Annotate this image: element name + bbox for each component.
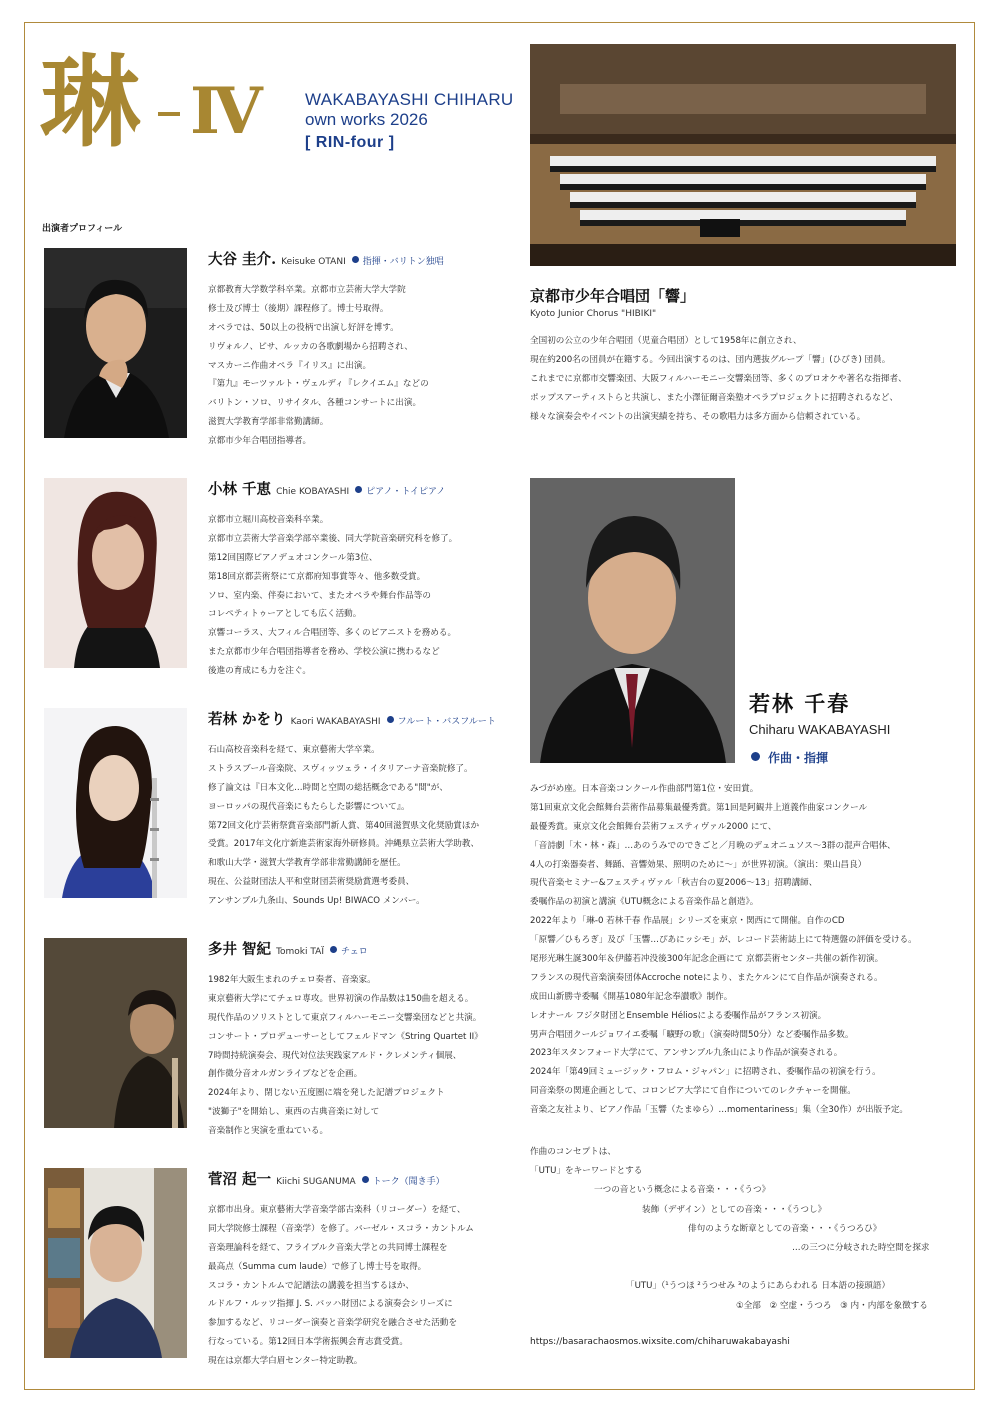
bio-line: バリトン・ソロ、リサイタル、各種コンサートに出演。 [208,398,422,409]
performer-name: 菅沼 起一 [208,1171,272,1188]
concept-line: 俳句のような断章としての音楽・・・《うつろひ》 [688,1223,882,1234]
choir-bio [530,332,907,426]
role-bullet-icon [751,752,760,761]
bio-line: 『第九』モーツァルト・ヴェルディ『レクイエム』などの [208,379,429,390]
subtitle-rin-four: [ RIN-four ] [305,134,395,151]
bio-line: ルドルフ・ルッツ指揮 J. S. バッハ財団による演奏会シリーズに [208,1299,453,1310]
performer-role: ピアノ・トイピアノ [366,487,446,497]
performer-bio [208,971,518,1141]
bio-line: 修士及び博士（後期）課程修了。博士号取得。 [208,303,389,314]
composer-bio [530,780,917,1120]
title-dash [158,112,180,116]
role-bullet-icon [387,716,394,723]
bio-line: ポップスアーティストらと共演し、また小澤征爾音楽塾オペラプロジェクトに招聘されるなど、 [530,392,899,403]
subtitle-name: WAKABAYASHI CHIHARU [305,90,514,109]
performer-roman: Kaori WAKABAYASHI [290,717,381,727]
bio-line: 音楽理論科を経て、フライブルク音楽大学との共同博士課程を [208,1242,448,1253]
bio-line: 2024年「第49回ミュージック・フロム・ジャパン」に招聘され、委嘱作品の初演を行う。 [530,1067,881,1078]
bio-line: コンサート・プロデューサーとしてフェルドマン《String Quartet II》 [208,1031,483,1042]
bio-line: "波獅子"を開始し、東西の古典音楽に対して [208,1107,380,1118]
bio-line: 最優秀賞。東京文化会館舞台芸術フェスティヴァル2000 にて、 [530,821,777,832]
bio-line: コレペティトゥーアとしても広く活動。 [208,609,362,620]
title-numeral: Ⅳ [190,74,261,149]
bio-line: 東京藝術大学にてチェロ専攻。世界初演の作品数は150曲を超える。 [208,993,474,1004]
composition-concept [530,1143,950,1316]
bio-line: 音楽制作と実演を重ねている。 [208,1126,329,1137]
bio-line: 7時間持続演奏会、現代対位法実践家アルド・クレメンティ個展、 [208,1050,462,1061]
composer-role-label: 作曲・指揮 [768,751,829,765]
performer-bio [208,281,518,451]
performer-role: フルート・バスフルート [397,717,496,727]
bio-line: 和歌山大学・滋賀大学教育学部非常勤講師を歴任。 [208,858,406,869]
bio-line: これまでに京都市交響楽団、大阪フィルハーモニー交響楽団等、多くのプロオケや著名な指揮者、 [530,373,907,384]
bio-line: 京都市少年合唱団指導者。 [208,436,312,447]
bio-line: 様々な演奏会やイベントの出演実績を持ち、その歌唱力は多方面から信頼されている。 [530,411,866,422]
bio-line: 現代音楽セミナー&フェスティヴァル「秋吉台の夏2006～13」招聘講師、 [530,878,818,889]
performer-name: 大谷 圭介 [208,251,272,268]
bio-line: 京都教育大学数学科卒業。京都市立芸術大学大学院 [208,285,406,295]
bio-line: オペラでは、50以上の役柄で出演し好評を博す。 [208,322,399,333]
concept-line: ①全部 ② 空虚・うつろ ③ 内・内部を象徴する [736,1300,928,1311]
bio-line: 京都市出身。東京藝術大学音楽学部古楽科（リコーダー）を経て、 [208,1205,466,1215]
bio-line: 全国初の公立の少年合唱団（児童合唱団）として1958年に創立され、 [530,336,802,346]
role-bullet-icon [330,946,337,953]
performer-name: 小林 千恵 [208,481,272,498]
bio-line: みづがめ座。日本音楽コンクール作曲部門第1位・安田賞。 [530,784,759,794]
bio-line: アンサンブル九条山、Sounds Up! BIWACO メンバー。 [208,896,425,907]
website-link[interactable]: https://basarachaosmos.wixsite.com/chiharuwakabayashi [530,1337,790,1347]
section-label: 出演者プロフィール [42,224,123,234]
role-bullet-icon [355,486,362,493]
bio-line: 石山高校音楽科を経て、東京藝術大学卒業。 [208,745,380,755]
bio-line: ストラスブール音楽院、スヴィッツェラ・イタリアーナ音楽院修了。 [208,763,473,774]
concept-line: 作曲のコンセプトは、 [530,1147,616,1157]
composer-role [749,749,828,766]
performer-bio [208,1201,518,1371]
performer-roman: Kiichi SUGANUMA [276,1177,356,1187]
bio-line: 男声合唱団クールジョワイエ委嘱「曠野の歌」（演奏時間50分）など委嘱作品多数。 [530,1029,854,1040]
role-bullet-icon [362,1176,369,1183]
bio-line: 現在、公益財団法人平和堂財団芸術奨励賞選考委員、 [208,877,415,888]
concept-line [530,1258,950,1277]
performer-role: 指揮・バリトン独唱 [362,257,444,267]
bio-line: 「原響／ひもろぎ」及び「玉響…ぴあにッシモ」が、レコード芸術誌上にて特選盤の評価を受ける。 [530,935,917,946]
role-bullet-icon [352,256,359,263]
bio-line: 成田山新勝寺委嘱《開基1080年記念奉讃歌》制作。 [530,991,733,1002]
title-kanji: 琳 [40,43,140,161]
performer-photo [44,478,187,668]
bio-line: 第72回文化庁芸術祭賞音楽部門新人賞、第40回滋賀県文化奨励賞ほか [208,820,480,831]
bio-line: ソロ、室内楽、伴奏において、またオペラや舞台作品等の [208,590,431,601]
bio-line: ヨーロッパの現代音楽にもたらした影響について』。 [208,801,410,812]
bio-line: 現在約200名の団員が在籍する。今回出演するのは、団内選抜グループ「響」(ひびき) 団員。 [530,354,891,365]
choir-name: 京都市少年合唱団「響」 [530,287,696,305]
subtitle-works: own works 2026 [305,110,428,129]
concept-line: 装飾（デザイン）としての音楽・・・《うつし》 [642,1204,827,1215]
concept-line: …の三つに分岐された時空間を探求 [792,1242,930,1253]
bio-line: 後進の育成にも力を注ぐ。 [208,666,311,677]
bio-line: フランスの現代音楽演奏団体Accroche noteにより、またケルンにて自作品が演奏される。 [530,972,883,983]
bio-line: 京都市立芸術大学音楽学部卒業後、同大学院音楽研究科を修了。 [208,533,458,544]
performer-name: 若林 かをり [208,711,286,728]
bio-line: 行なっている。第12回日本学術振興会育志賞受賞。 [208,1337,408,1348]
bio-line: 第1回東京文化会館舞台芸術作品募集最優秀賞。第1回是阿観井上道義作曲家コンクール [530,802,868,813]
choir-photo [530,44,956,266]
bio-line: 京都市立堀川高校音楽科卒業。 [208,515,329,525]
bio-line: 受賞。2017年文化庁新進芸術家海外研修員。沖縄県立芸術大学助教、 [208,839,480,850]
bio-line: 2022年より「琳-0 若林千春 作品展」シリーズを東京・関西にて開催。自作のCD [530,916,845,927]
bio-line: 2023年スタンフォード大学にて、アンサンブル九条山により作品が演奏される。 [530,1048,843,1059]
performer-role: トーク（聞き手） [372,1177,445,1187]
concept-line: 一つの音という概念による音楽・・・《うつ》 [594,1185,771,1196]
performer-roman: Keisuke OTANI [281,257,346,267]
bio-line: 最高点（Summa cum laude）で修了し博士号を取得。 [208,1261,427,1272]
bio-line: 第12回国際ピアノデュオコンクール第3位、 [208,552,378,563]
bio-line: 尾形光琳生誕300年＆伊藤若冲没後300年記念企画にて 京都芸術センター共催の新作初演。 [530,954,884,965]
bio-line: 同音楽祭の関連企画として、コロンビア大学にて自作についてのレクチャーを開催。 [530,1086,856,1097]
bio-line: 「音詩劇「木・林・森」…あのうみでのできごと／月晩のデュオニュソス～3群の混声合唱体、 [530,840,896,851]
performer-photo [44,1168,187,1358]
performer-name: 多井 智紀 [208,941,272,958]
composer-roman: Chiharu WAKABAYASHI [749,722,891,737]
bio-line: 4人の打楽器奏者、舞踊、音響効果、照明のために～」が世界初演。（演出：栗山昌良） [530,859,867,870]
bio-line: スコラ・カントルムで記譜法の講義を担当するほか、 [208,1280,414,1291]
bio-line: 現在は京都大学白眉センター特定助教。 [208,1356,363,1367]
bio-line: 創作微分音オルガンライブなどを企画。 [208,1069,363,1080]
performer-photo [44,248,187,438]
bio-line: レオナール フジタ財団とEnsemble Héliosによる委嘱作品がフランス初演。 [530,1010,827,1021]
bio-line: 1982年大阪生まれのチェロ奏者、音楽家。 [208,975,376,985]
bio-line: 音楽之友社より、ピアノ作品「玉響（たまゆら）…momentariness」集（全30作）が出版予定。 [530,1105,909,1116]
concept-line: 「UTU」をキーワードとする [530,1166,643,1177]
performer-photo [44,708,187,898]
bio-line: リヴォルノ、ピサ、ルッカの各歌劇場から招聘され、 [208,341,413,352]
bio-line: 参加するなど、リコーダー演奏と音楽学研究を融合させた活動を [208,1318,458,1329]
composer-photo [530,478,735,763]
bio-line: 同大学院修士課程（音楽学）を修了。バーゼル・スコラ・カントルム [208,1223,474,1234]
performer-roman: Chie KOBAYASHI [276,487,350,497]
bio-line: マスカーニ作曲オペラ『イリス』に出演。 [208,360,372,371]
performer-photo [44,938,187,1128]
composer-name: 若林 千春 [749,691,851,716]
bio-line: 滋賀大学教育学部非常勤講師。 [208,417,329,428]
bio-line: 京響コーラス、大フィル合唱団等、多くのピアニストを務める。 [208,628,457,639]
bio-line: 2024年より、閉じない五度圏に端を発した記譜プロジェクト [208,1088,445,1099]
performer-bio [208,741,518,911]
performer-bio [208,511,518,681]
bio-line: 現代作品のソリストとして東京フィルハーモニー交響楽団などと共演。 [208,1012,482,1023]
concept-line: 「UTU」（¹うつほ ²うつせみ ³のようにあらわれる 日本語の接頭語） [626,1281,891,1292]
choir-roman: Kyoto Junior Chorus "HIBIKI" [530,309,657,319]
bio-line: 委嘱作品の初演と講演《UTU概念による音楽作品と創造》。 [530,897,759,908]
performer-name-suffix: . [271,251,277,268]
bio-line: 修了論文は『日本文化…時間と空間の総括概念である"間"が、 [208,782,448,793]
bio-line: また京都市少年合唱団指導者を務め、学校公演に携わるなど [208,647,440,658]
performer-roman: Tomoki TAÏ [276,947,324,957]
bio-line: 第18回京都芸術祭にて京都府知事賞等々、他多数受賞。 [208,571,426,582]
performer-role: チェロ [341,947,368,957]
